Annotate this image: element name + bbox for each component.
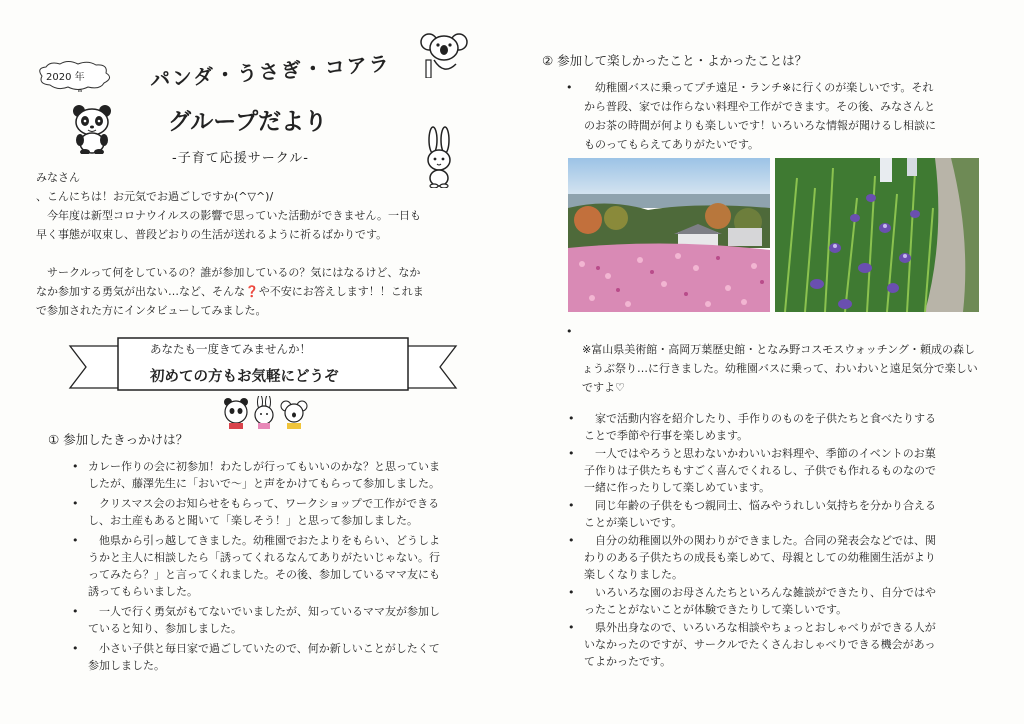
text-line: いろいろな園のお母さんたちといろんな雑談ができたり、自分ではや — [584, 586, 936, 599]
text-line: 一緒に作ったりして楽しめています。 — [584, 481, 771, 494]
text-line: ょうぶ祭り…に行きました。幼稚園バスに乗って、わいわいと遠足気分で楽しい — [582, 362, 978, 375]
bullet: • — [72, 605, 79, 618]
bullet: • — [566, 325, 573, 338]
banner-tagline: あなたも一度きてみませんか！ — [150, 342, 311, 356]
list-item — [566, 584, 986, 618]
text-line: ものってもらえてありがたいです。 — [584, 138, 760, 151]
list-item — [70, 495, 480, 529]
text-line: したが、藤澤先生に「おいで〜」と声をかけてもらって参加しました。 — [88, 477, 440, 490]
right-page — [512, 0, 1024, 724]
text-line: ってみたら？」と言ってくれました。その後、参加しているママ友にも — [88, 568, 440, 581]
subtitle: -子育て応援サークル- — [172, 151, 309, 166]
bullet: • — [72, 497, 79, 510]
list-item — [70, 458, 480, 492]
text-line: 子作りは子供たちもすごく喜んでくれるし、子供でも作れるものなので — [584, 464, 936, 477]
panda-icon — [68, 104, 116, 154]
list-item — [566, 410, 986, 444]
list-item — [70, 640, 480, 674]
text-line: のお茶の時間が何よりも楽しいです！いろいろな情報が聞けるし相談に — [584, 119, 936, 132]
bullet: • — [568, 499, 575, 512]
excursion-note — [582, 340, 1002, 397]
spacer — [36, 244, 481, 263]
section2-first-item — [566, 78, 976, 154]
text-line: 一人ではやろうと思わないかわいいお料理や、季節のイベントのお菓 — [584, 447, 936, 460]
section1-list — [70, 458, 480, 677]
text-line: ったことがないことが体験できたりして楽しいです。 — [584, 603, 848, 616]
list-item — [70, 532, 480, 600]
intro-line: で参加された方にインタビューしてみました。 — [36, 304, 267, 317]
koala-icon — [420, 30, 468, 78]
text-line: うかと主人に相談したら「誘ってくれるなんてありがたいじゃない。行 — [88, 551, 440, 564]
text-line: 楽しくなりました。 — [584, 568, 683, 581]
text-line: ですよ♡ — [582, 381, 625, 394]
text-line: ていると知り、参加しました。 — [88, 622, 242, 635]
bullet: • — [568, 534, 575, 547]
list-item — [70, 603, 480, 637]
text-line: ※富山県美術館・高岡万葉歴史館・となみ野コスモスウォッチング・頼成の森し — [582, 343, 976, 356]
section2-list — [566, 410, 986, 671]
list-item — [566, 497, 986, 531]
text-line: 誘ってもらいました。 — [88, 585, 198, 598]
text-line: ことで季節や行事を楽しめます。 — [584, 429, 749, 442]
text-line: 自分の幼稚園以外の関わりができました。合同の発表会などでは、関 — [584, 534, 936, 547]
text-line: いなかったのですが、サークルでたくさんおしゃべりできる機会があっ — [584, 638, 936, 651]
text-line: 幼稚園バスに乗ってプチ遠足・ランチ※に行くのが楽しいです。それ — [584, 81, 934, 94]
text-line: クリスマス会のお知らせをもらって、ワークショップで工作ができる — [88, 497, 440, 510]
text-line: から普段、家では作らない料理や工作ができます。その後、みなさんと — [584, 100, 936, 113]
bullet: • — [568, 621, 575, 634]
intro-line: サークルって何をしているの？誰が参加しているの？気にはなるけど、なか — [36, 266, 421, 279]
text-line: ことが楽しいです。 — [584, 516, 683, 529]
text-line: わりのある子供たちの成長も楽しめて、母親としての幼稚園生活がより — [584, 551, 936, 564]
bullet: • — [568, 412, 575, 425]
intro-line: みなさん — [36, 171, 80, 184]
intro-line: 今年度は新型コロナウイルスの影響で思っていた活動ができません。一日も — [36, 209, 421, 222]
list-item — [566, 445, 986, 496]
bullet: • — [72, 534, 79, 547]
list-item — [566, 532, 986, 583]
bullet: • — [72, 642, 79, 655]
text-line: 一人で行く勇気がもてないでいましたが、知っているママ友が参加し — [88, 605, 440, 618]
iris-garden-photo — [775, 158, 979, 312]
text-line: カレー作りの会に初参加！わたしが行ってもいいのかな？と思っていま — [88, 460, 440, 473]
text-line: 家で活動内容を紹介したり、手作りのものを子供たちと食べたりする — [584, 412, 936, 425]
bullet: • — [568, 447, 575, 460]
bullet: • — [72, 460, 79, 473]
list-item — [566, 619, 986, 670]
banner-heading: 初めての方もお気軽にどうぞ — [150, 369, 339, 385]
text-line: 参加しました。 — [88, 659, 165, 672]
section1-title: ① 参加したきっかけは？ — [48, 432, 189, 447]
text-line: し、お土産もあると聞いて「楽しそう！」と思って参加しました。 — [88, 514, 418, 527]
year-label: 2020 年 — [46, 72, 85, 83]
bullet: • — [568, 586, 575, 599]
intro-line: なか参加する勇気が出ない…など、そんな❓や不安にお答えします！！これま — [36, 285, 424, 298]
section2-title: ② 参加して楽しかったこと・よかったことは？ — [542, 53, 808, 68]
animal-faces-icon — [220, 396, 310, 430]
page-title: グループだより — [168, 109, 328, 135]
intro-line: 早く事態が収束し、普段どおりの生活が送れるように祈るばかりです。 — [36, 228, 388, 241]
text-line: 小さい子供と毎日家で過ごしていたので、何か新しいことがしたくて — [88, 642, 440, 655]
text-line: 県外出身なので、いろいろな相談やちょっとおしゃべりができる人が — [584, 621, 936, 634]
cosmos-field-photo — [568, 158, 770, 312]
text-line: てよかったです。 — [584, 655, 672, 668]
bullet: • — [566, 81, 573, 94]
text-line: 他県から引っ越してきました。幼稚園でおたよりをもらい、どうしよ — [88, 534, 440, 547]
title-animals: パンダ・うさぎ・コアラ — [149, 51, 392, 92]
intro-line: 、こんにちは！お元気でお過ごしですか(^▽^)/ — [36, 190, 274, 203]
text-line: 同じ年齢の子供をもつ親同士、悩みやうれしい気持ちを分かり合える — [584, 499, 936, 512]
intro-text — [36, 168, 481, 320]
